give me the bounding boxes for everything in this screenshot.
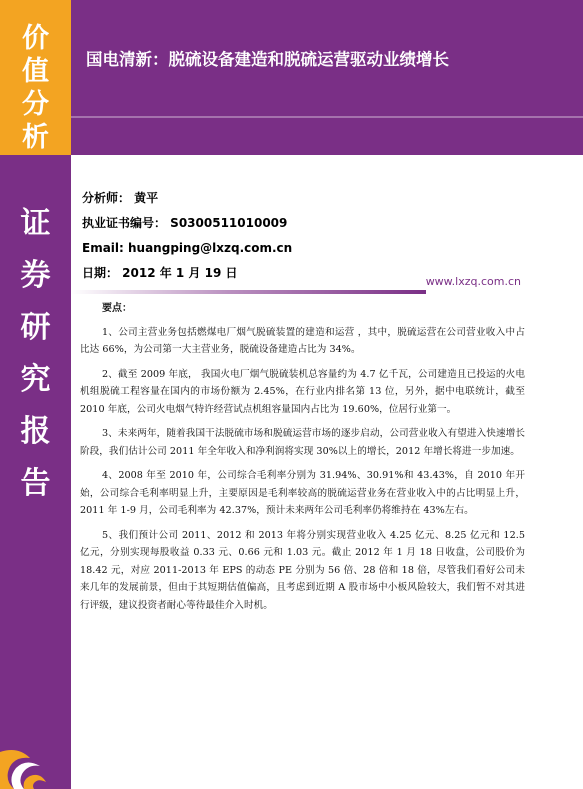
report-title: 国电清新：脱硫设备建造和脱硫运营驱动业绩增长 [86, 50, 449, 69]
brand-swirl-logo-icon [0, 742, 50, 789]
header-divider [71, 116, 583, 118]
report-body [80, 300, 525, 621]
sidebar-char: 告 [20, 466, 51, 501]
sidebar-char: 分 [22, 89, 49, 120]
key-point-paragraph: 3、未来两年，随着我国干法脱硫市场和脱硫运营市场的逐步启动，公司营业收入有望进入快速增长阶段，我们估计公司 2011 年全年收入和净利润将实现 30%以上的增长，2012 年增长将进一步加速。 [80, 428, 525, 457]
sidebar-char: 值 [22, 56, 49, 87]
sidebar-char: 究 [20, 362, 51, 397]
sidebar-char: 券 [20, 258, 51, 293]
key-point-paragraph: 1、公司主营业务包括燃煤电厂烟气脱硫装置的建造和运营 ，其中，脱硫运营在公司营业收入中占比达 66%，为公司第一大主营业务，脱硫设备建造占比为 34%。 [80, 326, 525, 355]
sidebar-char: 价 [22, 23, 49, 54]
sidebar-label-value-analysis [0, 22, 71, 154]
certificate-number: 执业证书编号： S0300511010009 [82, 216, 288, 230]
key-point-paragraph: 2、截至 2009 年底， 我国火电厂烟气脱硫装机总容量约为 4.7 亿千瓦，公司建造且已投运的火电机组脱硫工程容量在国内的市场份额为 2.45%，在行业内排名第 13 位，另外，据中电联统计，截至 2010 年底，公司火电烟气特许经营试点机组容量国内占比为 19.60%，位居行业第一。 [80, 368, 525, 415]
gradient-divider [71, 290, 426, 294]
report-date: 日期： 2012 年 1 月 19 日 [82, 266, 238, 280]
sidebar-char: 报 [20, 414, 51, 449]
key-points-heading: 要点： [102, 303, 132, 314]
report-meta [82, 186, 292, 286]
website-link[interactable]: www.lxzq.com.cn [425, 275, 521, 288]
analyst-email: Email: huangping@lxzq.com.cn [82, 241, 293, 255]
sidebar-char: 证 [20, 206, 51, 241]
sidebar-label-research-report [0, 198, 71, 510]
sidebar-char: 析 [22, 122, 49, 153]
key-point-paragraph: 4、2008 年至 2010 年，公司综合毛利率分别为 31.94%、30.91%和 43.43%，自 2010 年开始，公司综合毛利率明显上升，主要原因是毛利率较高的脱硫运营业务在营业收入中的占比明显上升，2011 年 1-9 月，公司毛利率为 42.37%，预计未来两年公司毛利率仍将维持在 43%左右。 [80, 470, 525, 516]
analyst-name: 分析师： 黄平 [82, 191, 159, 205]
header-band [71, 0, 583, 155]
sidebar-char: 研 [20, 310, 51, 345]
key-point-paragraph: 5、我们预计公司 2011、2012 和 2013 年将分别实现营业收入 4.25 亿元、8.25 亿元和 12.5 亿元，分别实现每股收益 0.33 元、0.66 元和 1.03 元。截止 2012 年 1 月 18 日收盘，公司股价为 18.42 元，对应 2011-2013 年 EPS 的动态 PE 分别为 56 倍、28 倍和 18 倍，尽管我们看好公司未来几年的发展前景，但由于其短期估值偏高，且考虑到近期 A 股市场中小板风险较大，我们暂不对其进行评级，建议投资者耐心等待最佳介入时机。 [80, 529, 525, 611]
